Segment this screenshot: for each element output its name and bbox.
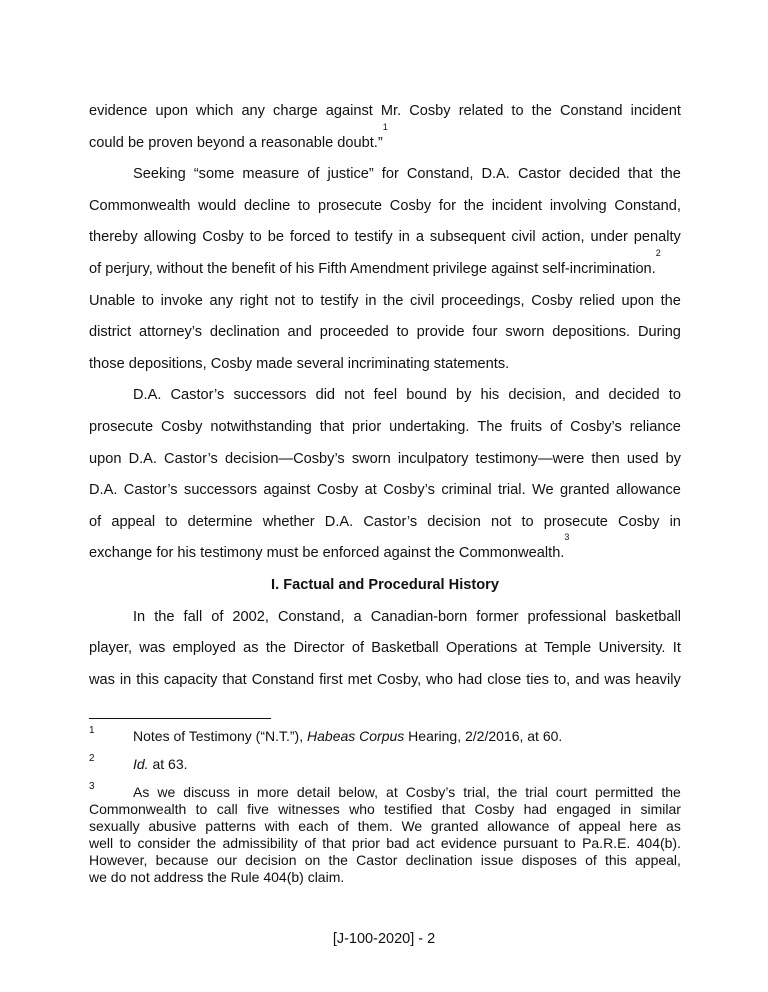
text-line: prosecute Cosby notwithstanding that prior undertaking. The fruits of Cosby’s reliance xyxy=(89,418,681,435)
text-line: In the fall of 2002, Constand, a Canadian-born former professional basketball xyxy=(133,608,681,625)
footnote-number: 3 xyxy=(89,781,95,792)
footnote-ref-2[interactable]: 2 xyxy=(655,247,661,258)
text-line: Unable to invoke any right not to testify in the civil proceedings, Cosby relied upon the xyxy=(89,292,681,309)
footnote-3: 3 As we discuss in more detail below, at Cosby’s trial, the trial court permitted the Commonwealth to call five witnesses who testified that Cosby had engaged in similar sexually abusive patterns with each of them. We granted allowance of appeal here as well to consider the admissibility of that prior bad act evidence pursuant to Pa.R.E. 404(b). However, because our decision on the Castor declination issue disposes of this appeal, we do not address the Rule 404(b) claim. xyxy=(89,781,681,885)
text-line: upon D.A. Castor’s decision—Cosby’s sworn inculpatory testimony—were then used by xyxy=(89,450,681,467)
text-line: of appeal to determine whether D.A. Castor’s decision not to prosecute Cosby in xyxy=(89,513,681,530)
page-number: [J-100-2020] - 2 xyxy=(332,931,436,947)
text-line: Commonwealth would decline to prosecute Cosby for the incident involving Constand, xyxy=(89,197,681,214)
footnote-ref-1[interactable]: 1 xyxy=(382,121,388,132)
footnote-ref-3[interactable]: 3 xyxy=(564,532,570,543)
opinion-body xyxy=(89,96,681,696)
footnote-2: 2 Id. at 63. xyxy=(89,753,188,772)
footnote-separator xyxy=(89,718,271,719)
text-line: player, was employed as the Director of Basketball Operations at Temple University. It xyxy=(89,640,681,657)
footnote-number: 1 xyxy=(89,725,95,736)
footnote-1: 1 Notes of Testimony (“N.T.”), Habeas Corpus Hearing, 2/2/2016, at 60. xyxy=(89,725,563,744)
text-line: district attorney’s declination and proceeded to provide four sworn depositions. During xyxy=(89,324,681,341)
text-line: could be proven beyond a reasonable doubt.” $^1$ xyxy=(89,128,681,160)
text-line: of perjury, without the benefit of his Fifth Amendment privilege against self-incrimination. $^2$ xyxy=(89,254,681,286)
text-line: thereby allowing Cosby to be forced to testify in a subsequent civil action, under penalty xyxy=(89,229,681,246)
footnote-number: 2 xyxy=(89,753,95,764)
section-heading: I. Factual and Procedural History xyxy=(271,576,499,593)
text-line: D.A. Castor’s successors against Cosby at Cosby’s criminal trial. We granted allowance xyxy=(89,482,681,499)
text-line: exchange for his testimony must be enforced against the Commonwealth. $^3$ xyxy=(89,538,681,570)
text-line: Seeking “some measure of justice” for Constand, D.A. Castor decided that the xyxy=(133,166,681,183)
text-line: evidence upon which any charge against Mr. Cosby related to the Constand incident xyxy=(89,103,681,119)
footnotes xyxy=(89,725,681,897)
text-line: those depositions, Cosby made several incriminating statements. xyxy=(89,355,510,372)
text-line: was in this capacity that Constand first met Cosby, who had close ties to, and was heavily xyxy=(89,671,681,688)
text-line: D.A. Castor’s successors did not feel bound by his decision, and decided to xyxy=(133,387,681,404)
